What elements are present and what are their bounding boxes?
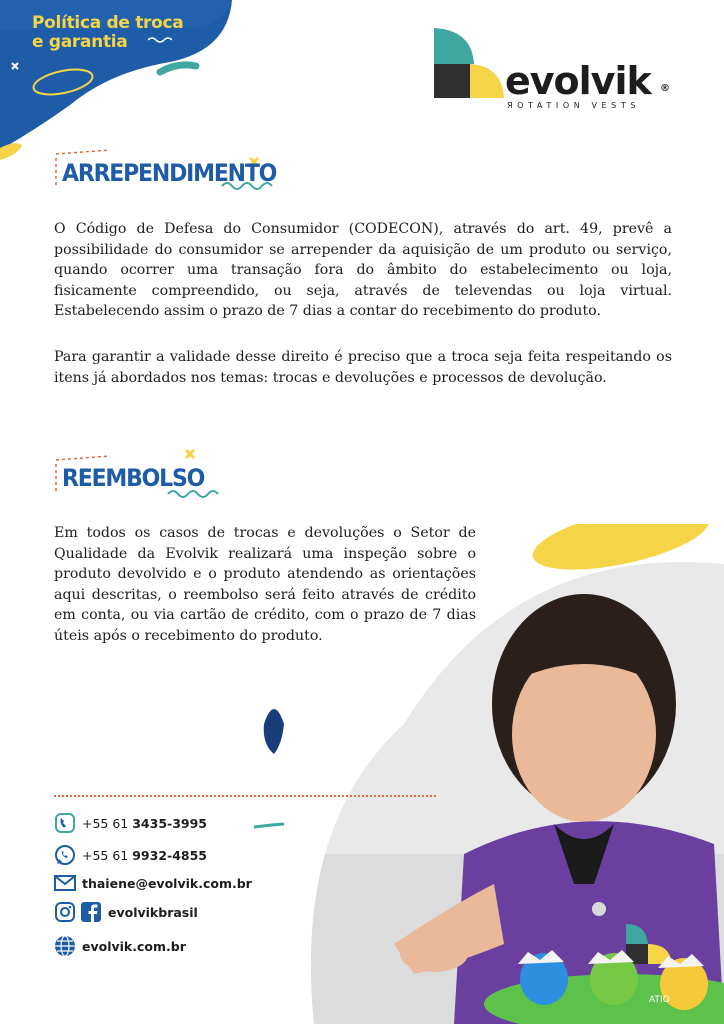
contact-email[interactable]	[54, 872, 252, 894]
whatsapp-number: 9932-4855	[132, 847, 208, 863]
globe-icon	[54, 935, 76, 957]
website-url: evolvik.com.br	[82, 938, 186, 954]
email-address: thaiene@evolvik.com.br	[82, 875, 252, 891]
section-heading-reembolso: REEMBOLSO	[62, 465, 205, 493]
banner-title-line2: e garantia	[32, 32, 128, 52]
mail-icon	[54, 872, 76, 894]
child-photo-illustration	[254, 524, 724, 1024]
contact-phone[interactable]	[54, 812, 207, 834]
reembolso-paragraph: Em todos os casos de trocas e devoluções o Setor de Qualidade da Evolvik realizará uma inspeção sobre o produto devolvido e o produto atendendo as orientações aqui descritas, o reembolso será feito através de crédito em conta, ou via cartão de crédito, com o prazo de 7 dias úteis após o recebimento do produto.	[54, 525, 476, 644]
arrependimento-paragraph-1: O Código de Defesa do Consumidor (CODECON), através do art. 49, prevê a possibilidade do consumidor se arrepender da aquisição de um produto ou serviço, quando ocorrer uma transação fora do âmbito do estabelecimento ou loja, fisicamente compreendido, ou seja, através de televendas ou loja virtual. Estabelecendo assim o prazo de 7 dias a contar do recebimento do produto.	[54, 221, 672, 320]
banner-title-line1: Política de troca	[32, 13, 184, 33]
footer-divider	[54, 795, 436, 797]
vest-logo-text: ATIO	[649, 995, 670, 1005]
section-heading-arrependimento: ARREPENDIMENTO	[62, 160, 277, 188]
contact-social[interactable]	[54, 901, 198, 923]
evolvik-logo-mark	[430, 26, 506, 102]
facebook-icon	[80, 901, 102, 923]
whatsapp-prefix: +55 61	[82, 847, 133, 863]
instagram-icon	[54, 901, 76, 923]
whatsapp-icon	[54, 844, 76, 866]
banner-title	[32, 14, 183, 52]
logo-tagline: ЯOTATION VESTS	[507, 101, 641, 110]
contact-whatsapp[interactable]	[54, 844, 207, 866]
arrependimento-paragraph-2: Para garantir a validade desse direito é preciso que a troca seja feita respeitando os itens já abordados nos temas: trocas e devoluções e processos de devolução.	[54, 349, 672, 386]
logo-registered-mark: ®	[660, 83, 670, 94]
contact-website[interactable]	[54, 935, 186, 957]
phone-number: 3435-3995	[132, 815, 208, 831]
logo-wordmark: evolvik	[505, 59, 651, 103]
social-handle: evolvikbrasil	[108, 904, 198, 920]
phone-icon	[54, 812, 76, 834]
phone-prefix: +55 61	[82, 815, 133, 831]
